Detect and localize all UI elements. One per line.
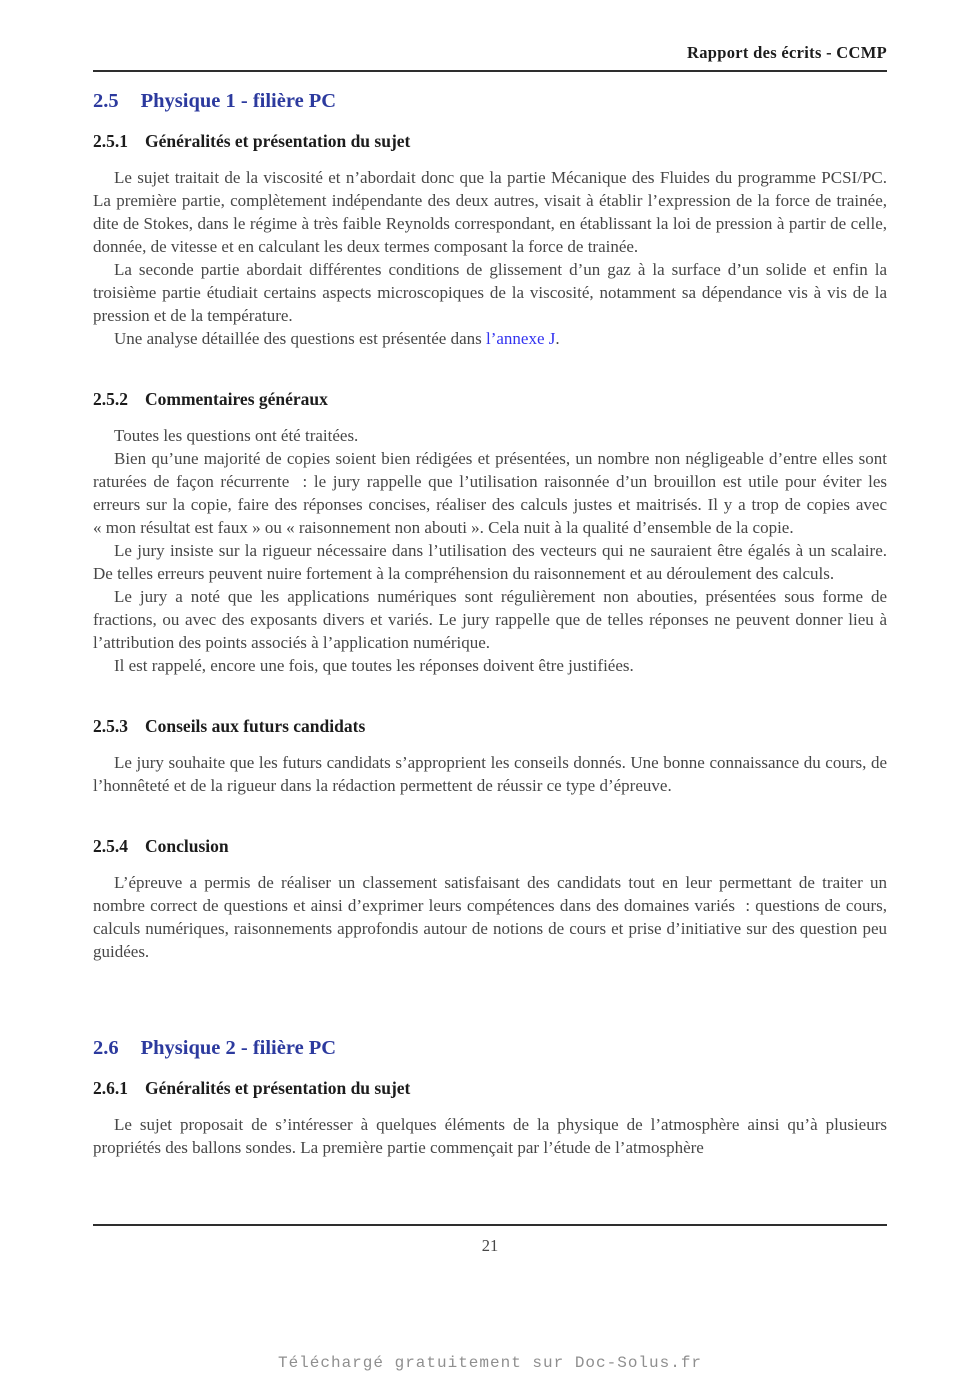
section-number: 2.5 [93,90,119,112]
subsection-title: Généralités et présentation du sujet [145,1078,411,1098]
section-title: Physique 1 - filière PC [140,90,337,112]
paragraph: Le sujet traitait de la viscosité et n’abordait donc que la partie Mécanique des Fluides du programme PCSI/PC. La première partie, complètement indépendante des deux autres, visait à établir l’expression de la force de trainée, dite de Stokes, dans le régime à très faible Reynolds correspondant, en établissant la loi de pression à partir de celle, donnée, de vitesse et en calculant les deux termes composant la force de trainée. [93,168,887,256]
paragraph: L’épreuve a permis de réaliser un classement satisfaisant des candidats tout en leur permettant de traiter un nombre correct de questions et ainsi d’exprimer leurs compétences dans des domaines variés : questions de cours, calculs numériques, raisonnements approfondis autour de notions de cours et prise d’initiative sur des question peu guidées. [93,873,887,961]
header-rule [93,70,887,72]
subsection-title: Commentaires généraux [145,389,328,409]
download-credit: Téléchargé gratuitement sur Doc-Solus.fr [277,1354,703,1372]
paragraph: Bien qu’une majorité de copies soient bien rédigées et présentées, un nombre non négligeable d’entre elles sont raturées de façon récurrente : le jury rappelle que l’utilisation raisonnée d’un brouillon est utile pour éviter les erreurs sur la copie, faire des réponses concises, réaliser des calculs justes et maitrisés. Il y a trop de copies avec « mon résultat est faux » ou « raisonnement non abouti ». Cela nuit à la qualité d’ensemble de la copie. [93,449,887,537]
subsection-number: 2.6.1 [93,1078,128,1098]
subsection-title: Généralités et présentation du sujet [145,131,411,151]
paragraph: Toutes les questions ont été traitées. [114,426,359,445]
section-title: Physique 2 - filière PC [140,1037,337,1059]
paragraph: Le sujet proposait de s’intéresser à quelques éléments de la physique de l’atmosphère ainsi qu’à plusieurs propriétés des ballons sondes. La première partie commençait par l’étude de l’atmosphère [93,1115,887,1157]
subsection-number: 2.5.3 [93,716,128,736]
footer-rule [93,1224,887,1226]
subsection-heading-2-5-4 [93,835,887,857]
annexe-note-prefix: Une analyse détaillée des questions est présentée dans [114,329,486,348]
page-number: 21 [481,1236,499,1255]
subsection-title: Conclusion [145,836,229,856]
paragraph: Le jury insiste sur la rigueur nécessaire dans l’utilisation des vecteurs qui ne sauraient être égalés à un scalaire. De telles erreurs peuvent nuire fortement à la compréhension du raisonnement et au déroulement des calculs. [93,541,887,583]
paragraph: Le jury souhaite que les futurs candidats s’approprient les conseils donnés. Une bonne connaissance du cours, de l’honnêteté et de la rigueur dans la rédaction permettent de réussir ce type d’épreuve. [93,753,887,795]
annexe-j-link[interactable]: l’annexe J [485,329,556,348]
subsection-heading-2-5-1 [93,130,887,152]
subsection-title: Conseils aux futurs candidats [145,716,366,736]
annexe-note-suffix: . [555,329,560,348]
subsection-number: 2.5.4 [93,836,128,856]
subsection-heading-2-6-1 [93,1077,887,1099]
paragraph: Il est rappelé, encore une fois, que toutes les réponses doivent être justifiées. [114,656,634,675]
paragraph: La seconde partie abordait différentes conditions de glissement d’un gaz à la surface d’un solide et enfin la troisième partie étudiait certains aspects microscopiques de la viscosité, notamment sa dépendance vis à vis de la pression et de la température. [93,260,887,325]
subsection-number: 2.5.1 [93,131,128,151]
paragraph: Le jury a noté que les applications numériques sont régulièrement non abouties, présentées sous forme de fractions, ou avec des exposants divers et variés. Le jury rappelle que de telles réponses ne peuvent donner lieu à l’attribution des points associés à l’application numérique. [93,587,887,652]
paragraph-with-link [93,327,887,350]
subsection-heading-2-5-2 [93,388,887,410]
section-number: 2.6 [93,1037,119,1059]
subsection-heading-2-5-3 [93,715,887,737]
subsection-number: 2.5.2 [93,389,128,409]
section-heading-2-6 [93,1035,887,1061]
running-header: Rapport des écrits - CCMP [687,43,887,62]
section-heading-2-5 [93,88,887,114]
